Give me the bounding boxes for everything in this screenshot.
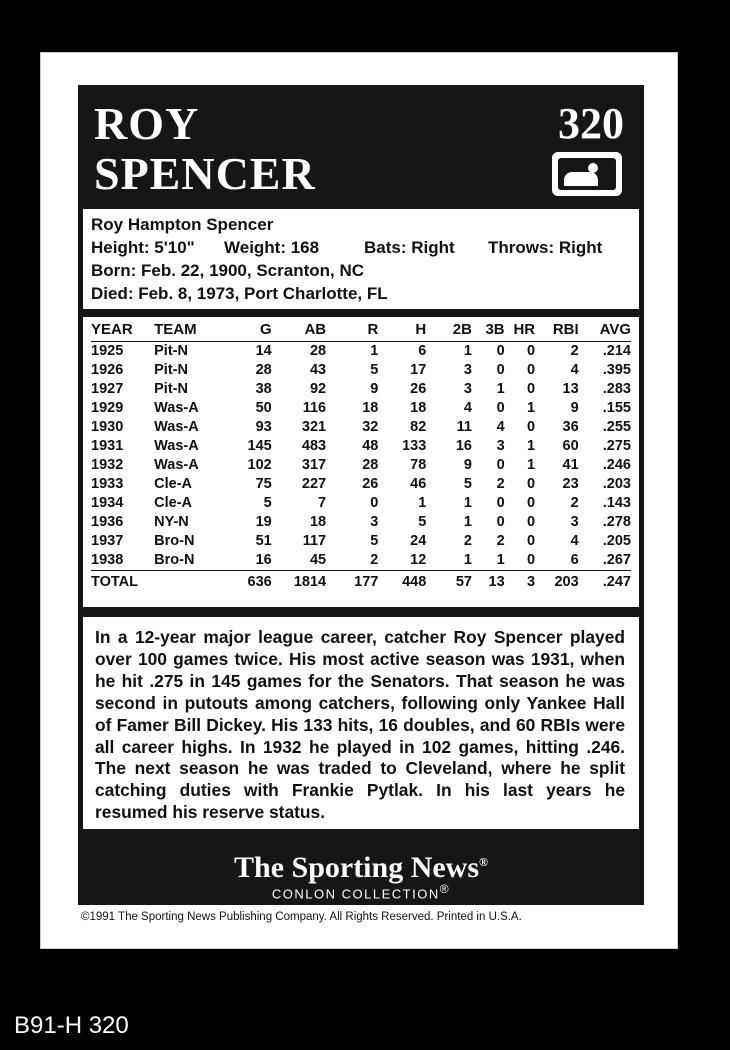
stat-3b: 0 bbox=[496, 400, 505, 416]
stat-h: 5 bbox=[418, 514, 427, 530]
stat-3b: 4 bbox=[496, 419, 505, 435]
total-label: TOTAL bbox=[91, 571, 230, 594]
stat-r: 48 bbox=[362, 438, 379, 454]
stats-row bbox=[91, 532, 631, 551]
stat-avg: .395 bbox=[602, 362, 631, 378]
stat-2b: 3 bbox=[463, 362, 472, 378]
header-ab: AB bbox=[272, 319, 326, 342]
stat-3b: 2 bbox=[496, 533, 505, 549]
image-label: B91-H 320 bbox=[14, 1012, 129, 1039]
stats-row bbox=[91, 494, 631, 513]
stat-hr: 0 bbox=[527, 362, 536, 378]
stat-h: 24 bbox=[410, 533, 427, 549]
stat-g: 19 bbox=[255, 514, 272, 530]
stat-rbi: 13 bbox=[562, 381, 579, 397]
stats-table bbox=[91, 319, 631, 593]
header-r: R bbox=[326, 319, 378, 342]
stat-year: 1932 bbox=[91, 457, 124, 473]
stat-2b: 1 bbox=[463, 552, 472, 568]
stat-ab: 321 bbox=[301, 419, 327, 435]
stat-year: 1933 bbox=[91, 476, 124, 492]
stats-row bbox=[91, 380, 631, 399]
stat-avg: .267 bbox=[602, 552, 631, 568]
stat-rbi: 41 bbox=[562, 457, 579, 473]
stat-ab: 92 bbox=[309, 381, 327, 397]
total-rbi: 203 bbox=[535, 571, 579, 594]
stat-3b: 0 bbox=[496, 457, 505, 473]
stat-2b: 2 bbox=[463, 533, 472, 549]
stat-ab: 317 bbox=[301, 457, 327, 473]
stat-team: Was-A bbox=[154, 438, 199, 454]
stat-2b: 5 bbox=[463, 476, 472, 492]
header-year: YEAR bbox=[91, 319, 154, 342]
header-3b: 3B bbox=[472, 319, 505, 342]
stat-r: 5 bbox=[370, 362, 379, 378]
stat-year: 1934 bbox=[91, 495, 124, 511]
total-g: 636 bbox=[230, 571, 271, 594]
collection-registered-mark: ® bbox=[439, 882, 451, 896]
stats-box bbox=[83, 317, 639, 607]
stat-year: 1937 bbox=[91, 533, 124, 549]
stat-2b: 9 bbox=[463, 457, 472, 473]
stat-team: Cle-A bbox=[154, 476, 193, 492]
stat-h: 46 bbox=[410, 476, 427, 492]
stat-hr: 1 bbox=[527, 438, 536, 454]
stat-team: Pit-N bbox=[154, 381, 188, 397]
stat-2b: 4 bbox=[463, 400, 472, 416]
died: Died: Feb. 8, 1973, Port Charlotte, FL bbox=[91, 284, 388, 303]
stat-h: 17 bbox=[410, 362, 427, 378]
stat-rbi: 9 bbox=[570, 400, 579, 416]
total-r: 177 bbox=[326, 571, 378, 594]
stat-team: Pit-N bbox=[154, 343, 188, 359]
total-avg: .247 bbox=[579, 571, 631, 594]
stat-hr: 0 bbox=[527, 476, 536, 492]
card-number: 320 bbox=[558, 99, 624, 148]
stat-year: 1926 bbox=[91, 362, 124, 378]
stat-r: 28 bbox=[362, 457, 379, 473]
stat-3b: 0 bbox=[496, 495, 505, 511]
stats-row bbox=[91, 513, 631, 532]
stat-team: Was-A bbox=[154, 400, 199, 416]
career-description: In a 12-year major league career, catcher Roy Spencer played over 100 games twice. His most active season was 1931, when he hit .275 in 145 games for the Senators. That season he was second in putouts among catchers, following only Yankee Hall of Famer Bill Dickey. His 133 hits, 16 doubles, and 60 RBIs were all career highs. In 1932 he played in 102 games, hitting .246. The next season he was traded to Cleveland, where he split catching duties with Frankie Pytlak. In his last years he resumed his reserve status. bbox=[83, 617, 639, 829]
stat-rbi: 2 bbox=[570, 343, 579, 359]
stat-avg: .278 bbox=[602, 514, 631, 530]
stat-rbi: 2 bbox=[570, 495, 579, 511]
stat-rbi: 3 bbox=[570, 514, 579, 530]
stat-hr: 0 bbox=[527, 419, 536, 435]
full-name: Roy Hampton Spencer bbox=[91, 215, 274, 234]
stat-3b: 0 bbox=[496, 343, 505, 359]
stat-avg: .283 bbox=[602, 381, 631, 397]
stat-avg: .246 bbox=[602, 457, 631, 473]
stat-g: 145 bbox=[247, 438, 272, 454]
header-h: H bbox=[378, 319, 426, 342]
total-hr: 3 bbox=[505, 571, 535, 594]
stats-row bbox=[91, 399, 631, 418]
born: Born: Feb. 22, 1900, Scranton, NC bbox=[91, 261, 365, 280]
header-hr: HR bbox=[505, 319, 535, 342]
stat-hr: 0 bbox=[527, 514, 536, 530]
stat-ab: 227 bbox=[301, 476, 327, 492]
bio-box bbox=[83, 209, 639, 309]
stat-year: 1927 bbox=[91, 381, 124, 397]
stat-ab: 43 bbox=[309, 362, 327, 378]
stat-2b: 11 bbox=[456, 419, 472, 435]
player-last-name: SPENCER bbox=[94, 148, 316, 199]
stat-g: 51 bbox=[255, 533, 272, 549]
stat-2b: 16 bbox=[455, 438, 472, 454]
collection-label: CONLON COLLECTION bbox=[271, 886, 440, 902]
stat-2b: 1 bbox=[463, 343, 472, 359]
stats-row bbox=[91, 437, 631, 456]
player-first-name: ROY bbox=[94, 98, 200, 149]
stat-ab: 18 bbox=[309, 514, 327, 530]
stat-hr: 1 bbox=[527, 400, 536, 416]
stat-h: 12 bbox=[410, 552, 427, 568]
stat-3b: 2 bbox=[496, 476, 505, 492]
stat-ab: 483 bbox=[301, 438, 327, 454]
stat-avg: .214 bbox=[602, 343, 631, 359]
header-team: TEAM bbox=[154, 319, 230, 342]
stat-r: 1 bbox=[370, 343, 379, 359]
stat-team: NY-N bbox=[154, 514, 189, 530]
stat-3b: 1 bbox=[496, 552, 505, 568]
stat-g: 38 bbox=[255, 381, 272, 397]
stat-r: 18 bbox=[362, 400, 379, 416]
stat-g: 102 bbox=[247, 457, 272, 473]
stat-2b: 1 bbox=[463, 514, 472, 530]
stat-hr: 0 bbox=[527, 533, 536, 549]
stat-team: Pit-N bbox=[154, 362, 188, 378]
stats-total-row bbox=[91, 571, 631, 594]
stat-team: Cle-A bbox=[154, 495, 193, 511]
brand-name: The Sporting News bbox=[234, 851, 480, 884]
stat-avg: .275 bbox=[602, 438, 631, 454]
stats-row bbox=[91, 475, 631, 494]
total-3b: 13 bbox=[472, 571, 505, 594]
stat-year: 1930 bbox=[91, 419, 124, 435]
stat-year: 1938 bbox=[91, 552, 124, 568]
stat-h: 26 bbox=[410, 381, 427, 397]
collection-name bbox=[78, 881, 644, 902]
stat-rbi: 23 bbox=[562, 476, 579, 492]
stat-ab: 28 bbox=[309, 343, 327, 359]
stats-row bbox=[91, 361, 631, 380]
stat-hr: 0 bbox=[527, 381, 536, 397]
stat-year: 1931 bbox=[91, 438, 124, 454]
stat-rbi: 4 bbox=[570, 533, 579, 549]
copyright-text: ©1991 The Sporting News Publishing Company. All Rights Reserved. Printed in U.S.A. bbox=[81, 911, 522, 923]
total-h: 448 bbox=[378, 571, 426, 594]
stat-r: 5 bbox=[370, 533, 379, 549]
stat-avg: .203 bbox=[602, 476, 631, 492]
stat-avg: .205 bbox=[602, 533, 631, 549]
brand-wordmark bbox=[78, 845, 644, 885]
stat-h: 18 bbox=[410, 400, 427, 416]
stat-team: Bro-N bbox=[154, 552, 195, 568]
stat-team: Bro-N bbox=[154, 533, 195, 549]
stat-r: 32 bbox=[362, 419, 379, 435]
stats-row bbox=[91, 551, 631, 571]
stat-3b: 3 bbox=[496, 438, 505, 454]
stat-g: 50 bbox=[255, 400, 272, 416]
mlb-logo-icon bbox=[552, 152, 622, 196]
stat-h: 133 bbox=[402, 438, 427, 454]
header-avg: AVG bbox=[579, 319, 631, 342]
stat-g: 28 bbox=[255, 362, 272, 378]
throws: Throws: Right bbox=[488, 238, 603, 257]
stats-row bbox=[91, 342, 631, 362]
stat-r: 2 bbox=[370, 552, 379, 568]
stat-h: 82 bbox=[410, 419, 427, 435]
stat-rbi: 36 bbox=[562, 419, 579, 435]
stat-ab: 116 bbox=[302, 400, 327, 416]
header-g: G bbox=[230, 319, 271, 342]
stat-g: 14 bbox=[255, 343, 272, 359]
stat-year: 1925 bbox=[91, 343, 124, 359]
stat-3b: 0 bbox=[496, 362, 505, 378]
stat-team: Was-A bbox=[154, 457, 199, 473]
stat-rbi: 4 bbox=[570, 362, 579, 378]
player-name bbox=[94, 99, 316, 199]
weight: Weight: 168 bbox=[224, 238, 320, 257]
stat-hr: 0 bbox=[527, 552, 536, 568]
stat-hr: 0 bbox=[527, 343, 536, 359]
stat-avg: .143 bbox=[602, 495, 631, 511]
stat-hr: 0 bbox=[527, 495, 536, 511]
baseball-card bbox=[40, 52, 678, 949]
total-2b: 57 bbox=[426, 571, 472, 594]
total-ab: 1814 bbox=[272, 571, 326, 594]
stats-header-row bbox=[91, 319, 631, 342]
stat-h: 78 bbox=[410, 457, 427, 473]
bats: Bats: Right bbox=[364, 238, 455, 257]
stat-r: 9 bbox=[370, 381, 379, 397]
brand-registered-mark: ® bbox=[479, 855, 488, 869]
stat-avg: .255 bbox=[602, 419, 631, 435]
stat-2b: 1 bbox=[463, 495, 472, 511]
stat-ab: 7 bbox=[318, 495, 327, 511]
scan-speck bbox=[648, 400, 653, 407]
stat-h: 1 bbox=[418, 495, 427, 511]
stat-2b: 3 bbox=[463, 381, 472, 397]
stat-year: 1929 bbox=[91, 400, 124, 416]
stat-g: 93 bbox=[255, 419, 272, 435]
stat-r: 26 bbox=[362, 476, 379, 492]
card-panel bbox=[78, 85, 644, 905]
stat-3b: 0 bbox=[496, 514, 505, 530]
stat-g: 5 bbox=[263, 495, 272, 511]
stat-year: 1936 bbox=[91, 514, 124, 530]
stat-hr: 1 bbox=[527, 457, 536, 473]
stat-h: 6 bbox=[418, 343, 427, 359]
stat-rbi: 60 bbox=[562, 438, 579, 454]
stat-ab: 45 bbox=[309, 552, 327, 568]
stat-r: 3 bbox=[370, 514, 379, 530]
stat-avg: .155 bbox=[602, 400, 631, 416]
stat-ab: 117 bbox=[302, 533, 327, 549]
stat-rbi: 6 bbox=[570, 552, 579, 568]
header-rbi: RBI bbox=[535, 319, 579, 342]
stat-g: 75 bbox=[255, 476, 272, 492]
height: Height: 5'10" bbox=[91, 238, 195, 257]
stat-team: Was-A bbox=[154, 419, 199, 435]
stat-3b: 1 bbox=[496, 381, 505, 397]
header-2b: 2B bbox=[426, 319, 472, 342]
stats-row bbox=[91, 418, 631, 437]
stat-g: 16 bbox=[255, 552, 272, 568]
stat-r: 0 bbox=[370, 495, 379, 511]
stats-row bbox=[91, 456, 631, 475]
